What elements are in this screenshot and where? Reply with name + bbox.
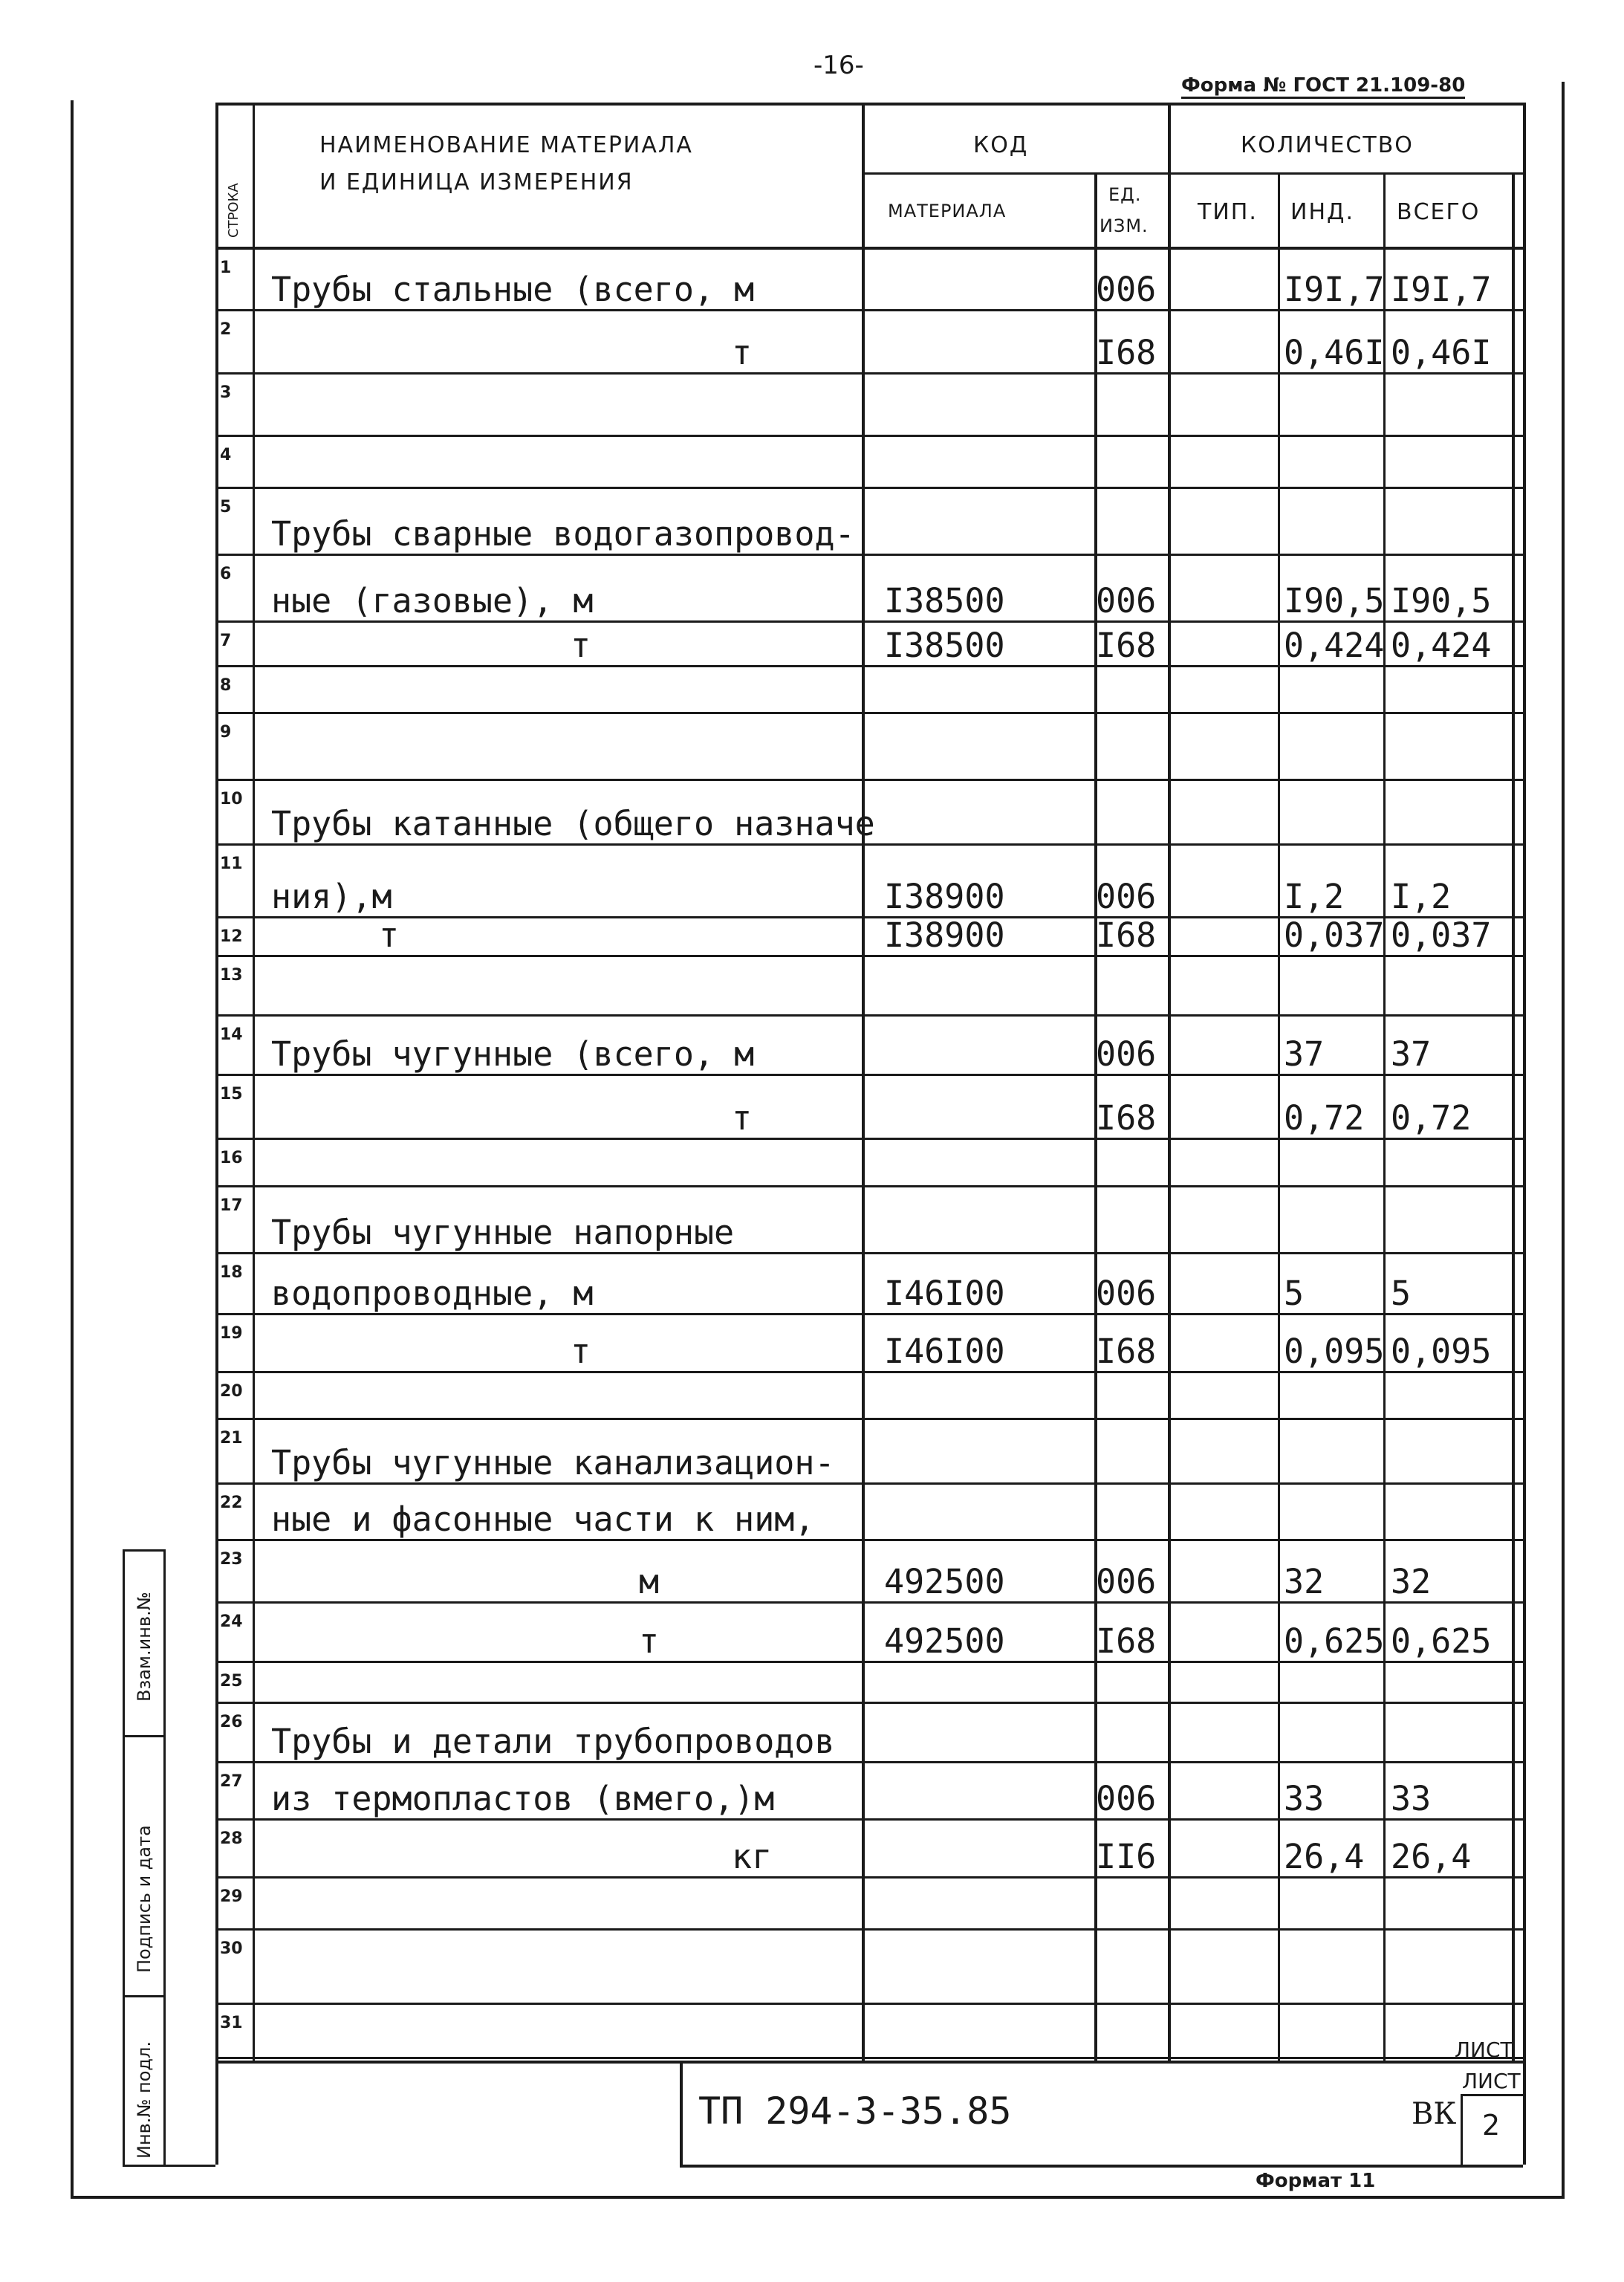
qty-total: I,2 [1391, 877, 1452, 916]
unit-code: I68 [1096, 1332, 1157, 1371]
qty-individual: I90,5 [1284, 581, 1385, 620]
qty-individual: 0,037 [1284, 915, 1385, 955]
row-separator [253, 955, 1523, 957]
table-left-border [215, 103, 218, 2165]
row-number: 14 [220, 1025, 243, 1044]
row-separator [253, 1928, 1523, 1931]
qty-individual: 0,095 [1284, 1332, 1385, 1371]
row-number-separator [215, 1313, 253, 1315]
row-number: 6 [220, 565, 232, 583]
row-separator [253, 620, 1523, 623]
side-divider-top [123, 1549, 163, 1552]
unit-code: 006 [1096, 1034, 1157, 1074]
row-number-separator [215, 1482, 253, 1485]
qty-total: 37 [1391, 1034, 1432, 1074]
qty-total: 33 [1391, 1779, 1432, 1818]
row-number-separator [215, 665, 253, 667]
row-separator [253, 309, 1523, 311]
material-code: I38900 [884, 877, 1005, 916]
header-typ: ТИП. [1198, 199, 1258, 225]
row-number: 7 [220, 632, 232, 650]
header-material: МАТЕРИАЛА [888, 201, 1007, 221]
header-ind: ИНД. [1290, 199, 1354, 225]
row-separator [253, 554, 1523, 556]
row-number-separator [215, 1539, 253, 1541]
stamp-bottom-border [680, 2165, 1523, 2168]
unit-code: 006 [1096, 581, 1157, 620]
row-number-separator [215, 309, 253, 311]
row-separator [253, 1418, 1523, 1420]
row-number: 3 [220, 383, 232, 402]
row-separator [253, 1702, 1523, 1704]
header-unit-line1: ЕД. [1108, 184, 1142, 205]
unit-code: I68 [1096, 915, 1157, 955]
material-name: Трубы чугунные (всего, м [271, 1034, 755, 1074]
col-line-total [1383, 172, 1386, 2061]
material-name: т [571, 626, 591, 665]
row-separator [253, 487, 1523, 489]
sheet-label: ЛИСТ [1455, 2038, 1513, 2062]
row-number-separator [215, 1185, 253, 1187]
unit-code: I68 [1096, 333, 1157, 372]
row-number: 25 [220, 1672, 243, 1691]
row-separator [253, 712, 1523, 714]
qty-individual: 26,4 [1284, 1837, 1365, 1876]
row-number-separator [215, 435, 253, 437]
material-code: 492500 [884, 1562, 1005, 1601]
row-separator [253, 665, 1523, 667]
qty-individual: 0,46I [1284, 333, 1385, 372]
material-name: м [639, 1562, 660, 1601]
qty-total: 0,424 [1391, 626, 1492, 665]
qty-total: 0,72 [1391, 1098, 1472, 1138]
row-separator [253, 1313, 1523, 1315]
col-line-qty [1168, 103, 1171, 2061]
row-number-separator [215, 1601, 253, 1604]
col-line-code [862, 103, 865, 2061]
row-number-separator [215, 1418, 253, 1420]
material-name: т [571, 1332, 591, 1371]
row-separator [253, 843, 1523, 846]
row-number: 31 [220, 2014, 243, 2032]
stamp-divider-sheet [1461, 2094, 1463, 2165]
row-number: 28 [220, 1829, 243, 1848]
qty-individual: 0,72 [1284, 1098, 1365, 1138]
row-number-separator [215, 1074, 253, 1076]
header-unit-line2: ИЗМ. [1100, 215, 1149, 236]
unit-code: 006 [1096, 1779, 1157, 1818]
row-number: 4 [220, 446, 232, 464]
row-number-separator [215, 1014, 253, 1017]
row-number: 24 [220, 1612, 243, 1631]
qty-individual: 0,625 [1284, 1621, 1385, 1661]
qty-total: 26,4 [1391, 1837, 1472, 1876]
form-label: Форма № ГОСТ 21.109-80 [1181, 74, 1465, 99]
row-separator [253, 1014, 1523, 1017]
unit-code: I68 [1096, 1621, 1157, 1661]
row-number: 23 [220, 1550, 243, 1569]
material-name: Трубы стальные (всего, м [271, 270, 755, 309]
header-row: СТРОКА [226, 183, 241, 238]
doc-code: ТП 294-3-35.85 [698, 2090, 1012, 2133]
row-number-separator [215, 1761, 253, 1763]
material-name: т [732, 1098, 753, 1138]
sheet-label-2: ЛИСТ [1462, 2069, 1521, 2093]
qty-total: 0,625 [1391, 1621, 1492, 1661]
header-name-line1: НАИМЕНОВАНИЕ МАТЕРИАЛА [319, 132, 693, 158]
row-number: 1 [220, 259, 232, 277]
material-code: I46I00 [884, 1332, 1005, 1371]
header-code: КОД [973, 132, 1029, 158]
row-separator [253, 1138, 1523, 1140]
material-code: I38500 [884, 581, 1005, 620]
header-subdivider [862, 172, 1523, 175]
material-code: 492500 [884, 1621, 1005, 1661]
outer-frame-right [1562, 82, 1565, 2196]
row-number: 22 [220, 1494, 243, 1512]
row-number-separator [215, 712, 253, 714]
row-number: 8 [220, 676, 232, 695]
header-quantity: КОЛИЧЕСТВО [1241, 132, 1414, 158]
row-separator [253, 1185, 1523, 1187]
side-divider-1 [123, 1995, 163, 1997]
row-number: 27 [220, 1772, 243, 1791]
side-column-left [123, 1549, 125, 2165]
row-number-separator [215, 1371, 253, 1373]
row-number: 29 [220, 1887, 243, 1906]
header-total: ВСЕГО [1397, 199, 1481, 225]
side-column-right [163, 1549, 166, 2165]
table-right-border [1523, 103, 1526, 2165]
row-number-separator [215, 916, 253, 918]
unit-code: I68 [1096, 1098, 1157, 1138]
material-name: водопроводные, м [271, 1274, 594, 1313]
qty-individual: 37 [1284, 1034, 1325, 1074]
header-name-line2: И ЕДИНИЦА ИЗМЕРЕНИЯ [319, 169, 634, 195]
row-separator [253, 1661, 1523, 1663]
footer-format: Формат 11 [1256, 2170, 1376, 2192]
material-name: Трубы чугунные напорные [271, 1213, 735, 1252]
row-number-separator [215, 1818, 253, 1821]
row-separator [253, 1761, 1523, 1763]
row-number-separator [215, 620, 253, 623]
row-number-separator [215, 1252, 253, 1254]
col-line-outer-right [1512, 172, 1515, 2061]
unit-code: 006 [1096, 270, 1157, 309]
qty-total: I9I,7 [1391, 270, 1492, 309]
qty-individual: 33 [1284, 1779, 1325, 1818]
sheet-number: 2 [1482, 2109, 1501, 2142]
qty-total: 32 [1391, 1562, 1432, 1601]
row-number-separator [215, 1876, 253, 1879]
row-separator [253, 779, 1523, 781]
row-number-separator [215, 955, 253, 957]
header-bottom-border [215, 247, 1523, 250]
qty-total: 5 [1391, 1274, 1412, 1313]
material-code: I38900 [884, 915, 1005, 955]
row-number-separator [215, 843, 253, 846]
row-separator [253, 1482, 1523, 1485]
row-number: 30 [220, 1939, 243, 1958]
qty-individual: 32 [1284, 1562, 1325, 1601]
col-line-ind [1278, 172, 1280, 2061]
stamp-top-border [215, 2061, 1523, 2064]
qty-individual: I9I,7 [1284, 270, 1385, 309]
material-name: кг [732, 1837, 773, 1876]
row-number: 21 [220, 1429, 243, 1448]
material-name: ные и фасонные части к ним, [271, 1500, 815, 1539]
section-code: ВК [1412, 2097, 1457, 2131]
row-number: 12 [220, 927, 243, 946]
row-number: 26 [220, 1713, 243, 1731]
row-number: 18 [220, 1263, 243, 1282]
row-number-separator [215, 1661, 253, 1663]
row-number: 16 [220, 1149, 243, 1167]
row-number-separator [215, 1138, 253, 1140]
material-name: т [639, 1621, 660, 1661]
side-label-inventory: Инв.№ подл. [134, 2041, 155, 2159]
page-number: -16- [813, 51, 864, 80]
material-name: ные (газовые), м [271, 581, 594, 620]
row-separator [253, 435, 1523, 437]
qty-total: 0,095 [1391, 1332, 1492, 1371]
row-number-separator [215, 779, 253, 781]
row-number: 17 [220, 1196, 243, 1215]
row-separator [253, 1074, 1523, 1076]
row-number: 9 [220, 723, 232, 742]
row-separator [253, 372, 1523, 375]
side-divider-2 [123, 1735, 163, 1737]
row-separator [253, 2057, 1523, 2059]
row-number-separator [215, 2003, 253, 2005]
stamp-sheet-top [1461, 2094, 1523, 2096]
unit-code: 006 [1096, 877, 1157, 916]
qty-total: 0,46I [1391, 333, 1492, 372]
side-label-replaced: Взам.инв.№ [134, 1592, 155, 1702]
row-number-separator [215, 2057, 253, 2059]
row-separator [253, 1876, 1523, 1879]
row-number-separator [215, 487, 253, 489]
qty-individual: 5 [1284, 1274, 1305, 1313]
row-separator [253, 1252, 1523, 1254]
table-top-border [215, 103, 1526, 106]
row-number: 5 [220, 498, 232, 516]
material-name: Трубы чугунные канализацион- [271, 1443, 835, 1482]
material-name: из термопластов (вмего,)м [271, 1779, 775, 1818]
row-separator [253, 1601, 1523, 1604]
material-name: Трубы и детали трубопроводов [271, 1722, 835, 1761]
material-code: I38500 [884, 626, 1005, 665]
col-line-row [253, 103, 255, 2061]
row-separator [253, 1539, 1523, 1541]
unit-code: 006 [1096, 1562, 1157, 1601]
stamp-divider-left [680, 2061, 683, 2165]
row-number: 10 [220, 790, 243, 808]
qty-individual: 0,424 [1284, 626, 1385, 665]
side-column-bottom [123, 2165, 215, 2167]
row-number-separator [215, 1928, 253, 1931]
outer-frame-left [71, 100, 74, 2196]
material-name: т [379, 915, 400, 955]
material-name: Трубы катанные (общего назначе [271, 804, 875, 843]
row-separator [253, 1371, 1523, 1373]
material-name: ния),м [271, 877, 392, 916]
row-number: 19 [220, 1324, 243, 1343]
row-number-separator [215, 1702, 253, 1704]
row-number: 2 [220, 320, 232, 339]
row-number: 11 [220, 855, 243, 873]
outer-frame-bottom [71, 2196, 1565, 2199]
row-separator [253, 1818, 1523, 1821]
side-label-signature: Подпись и дата [134, 1825, 155, 1973]
row-number: 13 [220, 966, 243, 985]
qty-total: 0,037 [1391, 915, 1492, 955]
row-separator [253, 2003, 1523, 2005]
material-name: Трубы сварные водогазопровод- [271, 514, 855, 554]
row-number: 15 [220, 1085, 243, 1103]
unit-code: II6 [1096, 1837, 1157, 1876]
row-number: 20 [220, 1382, 243, 1401]
unit-code: I68 [1096, 626, 1157, 665]
qty-total: I90,5 [1391, 581, 1492, 620]
material-name: т [732, 333, 753, 372]
unit-code: 006 [1096, 1274, 1157, 1313]
material-code: I46I00 [884, 1274, 1005, 1313]
qty-individual: I,2 [1284, 877, 1345, 916]
row-number-separator [215, 372, 253, 375]
row-number-separator [215, 554, 253, 556]
